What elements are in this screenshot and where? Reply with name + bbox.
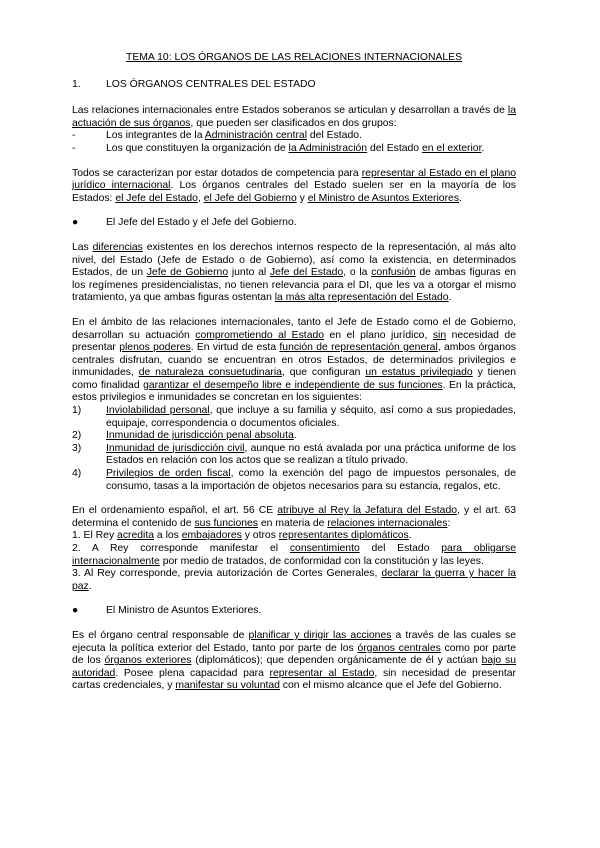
- paragraph-ordenamiento: En el ordenamiento español, el art. 56 CE atribuye al Rey la Jefatura del Estado, y el art. 63 determina el contenido de sus funciones en materia de relaciones internacionales:: [72, 505, 516, 529]
- list-item: 2) Inmunidad de jurisdicción penal absoluta.: [72, 430, 297, 442]
- bullet-heading-text: El Jefe del Estado y el Jefe del Gobierno.: [106, 217, 297, 229]
- section-heading: [72, 79, 516, 92]
- bullet-icon: ●: [72, 605, 79, 617]
- paragraph-diferencias: Las diferencias existentes en los derechos internos respecto de la representación, al más alto nivel, del Estado (Jefe de Estado o de Gobierno), así como la existencia, en determinados Estados, de un Jefe de Gobierno junto al Jefe del Estado, o la confusión de ambas figuras en los regímenes presidencialistas, no tienen relevancia para el DI, que les va a otorgar el mismo tratamiento, ya que ambas figuras ostentan la más alta representación del Estado.: [72, 241, 517, 304]
- bullet-heading: [72, 217, 516, 230]
- bullet-heading: [72, 605, 516, 618]
- list-item: 1) Inviolabilidad personal, que incluye a su familia y séquito, así como a sus propiedades, equipaje, correspondencia o documentos oficiales.: [72, 405, 517, 429]
- dash-marker: -: [72, 130, 76, 142]
- list-item: 3. Al Rey corresponde, previa autorización de Cortes Generales, declarar la guerra y hacer la paz.: [72, 568, 516, 592]
- document-page: [72, 52, 516, 693]
- paragraph-intro: Las relaciones internacionales entre Estados soberanos se articulan y desarrollan a través de la actuación de sus órganos, que pueden ser clasificados en dos grupos:: [72, 105, 516, 129]
- list-item: - Los integrantes de la Administración central del Estado.: [72, 130, 362, 142]
- page-title: TEMA 10: LOS ÓRGANOS DE LAS RELACIONES INTERNACIONALES: [125, 52, 463, 63]
- list-item: 3) Inmunidad de jurisdicción civil, aunque no está avalada por una práctica uniforme de los Estados en relación con los actos que se realizan a título privado.: [72, 442, 516, 467]
- list-item: 2. A Rey corresponde manifestar el consentimiento del Estado para obligarse internacionalmente por medio de tratados, de conformidad con la constitución y las leyes.: [72, 543, 516, 567]
- paragraph-organos: Todos se caracterizan por estar dotados de competencia para representar al Estado en el plano jurídico internacional. Los órganos centrales del Estado suelen ser en la mayoría de los Estados: el Jefe del Estado, el Jefe del Gobierno y el Ministro de Asuntos Exteriores.: [72, 167, 517, 204]
- section-title: LOS ÓRGANOS CENTRALES DEL ESTADO: [106, 78, 316, 90]
- section-number: 1.: [72, 78, 81, 90]
- bullet-icon: ●: [72, 217, 79, 229]
- list-item: 1. El Rey acredita a los embajadores y otros representantes diplomáticos.: [72, 530, 412, 542]
- list-item: - Los que constituyen la organización de la Administración del Estado en el exterior.: [72, 142, 485, 154]
- paragraph-ambito: En el ámbito de las relaciones internacionales, tanto el Jefe de Estado como el de Gobierno, desarrollan su actuación comprometiendo al Estado en el plano jurídico, sin necesidad de presentar plenos poderes. En virtud de esta función de representación general, ambos órganos centrales disfrutan, cuando se encuentran en otros Estados, de determinados privilegios e inmunidades, de naturaleza consuetudinaria, que configuran un estatus privilegiado y tienen como finalidad garantizar el desempeño libre e independiente de sus funciones. En la práctica, estos privilegios e inmunidades se concretan en los siguientes:: [72, 316, 517, 404]
- list-item: 4) Privilegios de orden fiscal, como la exención del pago de impuestos personales, de consumo, tasas a la importación de objetos necesarios para su estancia, regalos, etc.: [72, 468, 516, 492]
- paragraph-ministro: Es el órgano central responsable de planificar y dirigir las acciones a través de las cuales se ejecuta la política exterior del Estado, tanto por parte de los órganos centrales como por parte de los órganos exteriores (diplomáticos); que dependen orgánicamente de él y actúan bajo su autoridad. Posee plena capacidad para representar al Estado, sin necesidad de presentar cartas credenciales, y manifestar su voluntad con el mismo alcance que el Jefe del Gobierno.: [72, 629, 517, 692]
- dash-marker: -: [72, 142, 76, 154]
- bullet-heading-text: El Ministro de Asuntos Exteriores.: [106, 605, 262, 617]
